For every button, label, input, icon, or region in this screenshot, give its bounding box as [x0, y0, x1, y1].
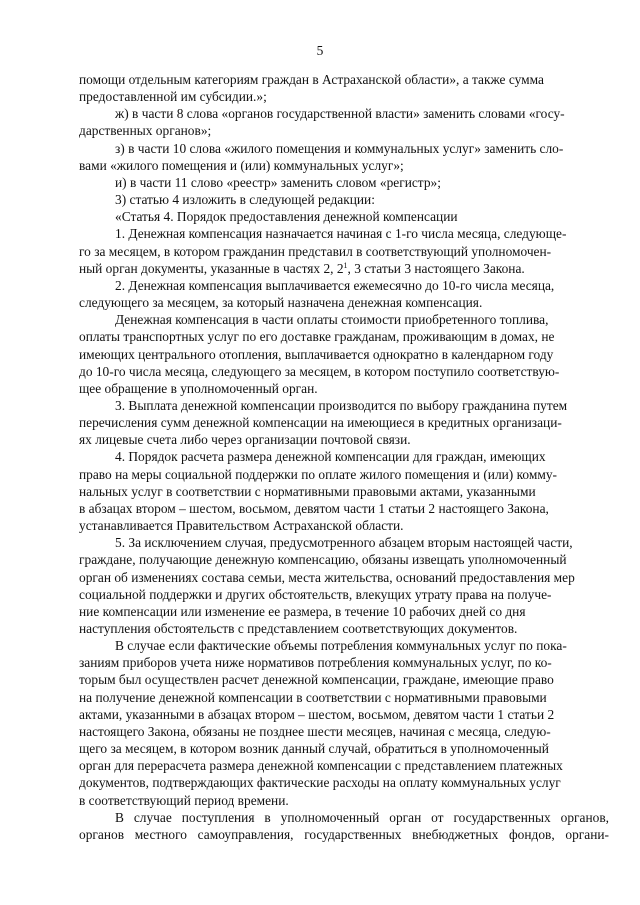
paragraph: В случае поступления в уполномоченный орган от государственных органов, органов местного самоуправления, государственных внебюджетных фондов, органи- — [79, 809, 609, 842]
paragraph: Денежная компенсация в части оплаты стоимости приобретенного топлива, оплаты транспортных услуг по его доставке гражданам, проживающим в домах, не имеющих центрального отопления, выплачивается однократно в календарном году до 10-го числа месяца, следующего за месяцем, в котором поступило соответствую- щее обращение в уполномоченный орган. — [79, 312, 560, 396]
paragraph: ж) в части 8 слова «органов государственной власти» заменить словами «госу- дарственных органов»; — [79, 106, 565, 139]
paragraph: 4. Порядок расчета размера денежной компенсации для граждан, имеющих право на меры социальной поддержки по оплате жилого помещения и (или) комму- нальных услуг в соответствии с нормативными правовыми актами, указанными в абзацах втором – шестом, восьмом, девятом части 1 статьи 2 настоящего Закона, устанавливается Правительством Астраханской области. — [79, 449, 557, 534]
page-number: 5 — [316, 43, 324, 58]
paragraph: и) в части 11 слово «реестр» заменить словом «регистр»; — [115, 174, 441, 190]
paragraph: 3) статью 4 изложить в следующей редакции: — [115, 192, 375, 208]
paragraph: з) в части 10 слова «жилого помещения и коммунальных услуг» заменить сло- вами «жилого помещения и (или) коммунальных услуг»; — [79, 140, 564, 173]
paragraph: помощи отдельным категориям граждан в Астраханской области», а также сумма предоставленной им субсидии.»; — [79, 72, 544, 105]
paragraph: 1. Денежная компенсация назначается начиная с 1-го числа месяца, следующе- го за месяцем, в котором гражданин представил в соответствующий уполномочен- ный орган документы, указанные в частях 2, $2^1$, 3 статьи 3 настоящего Закона. — [79, 226, 567, 276]
paragraph: 5. За исключением случая, предусмотренного абзацем вторым настоящей части, граждане, получающие денежную компенсацию, обязаны извещать уполномоченный орган об изменениях состава семьи, места жительства, оснований предоставления мер социальной поддержки и других обстоятельств, влекущих утрату права на получе- ние компенсации или изменение ее размера, в течение 10 рабочих дней со дня наступления обстоятельств с представлением соответствующих документов. — [79, 535, 575, 636]
document-body — [79, 71, 609, 843]
paragraph: 3. Выплата денежной компенсации производится по выбору гражданина путем перечисления сумм денежной компенсации на имеющиеся в кредитных организаци- ях лицевые счета либо через организации почтовой связи. — [79, 397, 568, 448]
paragraph: В случае если фактические объемы потребления коммунальных услуг по пока- заниям приборов учета ниже нормативов потребления коммунальных услуг, по ко- торым был осуществлен расчет денежной компенсации, граждане, имеющие право на получение денежной компенсации в соответствии с нормативными правовыми актами, указанными в абзацах втором – шестом, восьмом, девятом части 1 статьи 2 настоящего Закона, обязаны не позднее шести месяцев, начиная с месяца, следую- щего за месяцем, в котором возник данный случай, обратиться в уполномоченный орган для перерасчета размера денежной компенсации с представлением платежных документов, подтверждающих фактические расходы на оплату коммунальных услуг в соответствующий период времени. — [79, 638, 567, 808]
paragraph: 2. Денежная компенсация выплачивается ежемесячно до 10-го числа месяца, следующего за месяцем, за который назначена денежная компенсация. — [79, 277, 555, 311]
article-heading: «Статья 4. Порядок предоставления денежной компенсации — [115, 209, 458, 225]
footnote-superscript: 1 — [343, 260, 348, 270]
